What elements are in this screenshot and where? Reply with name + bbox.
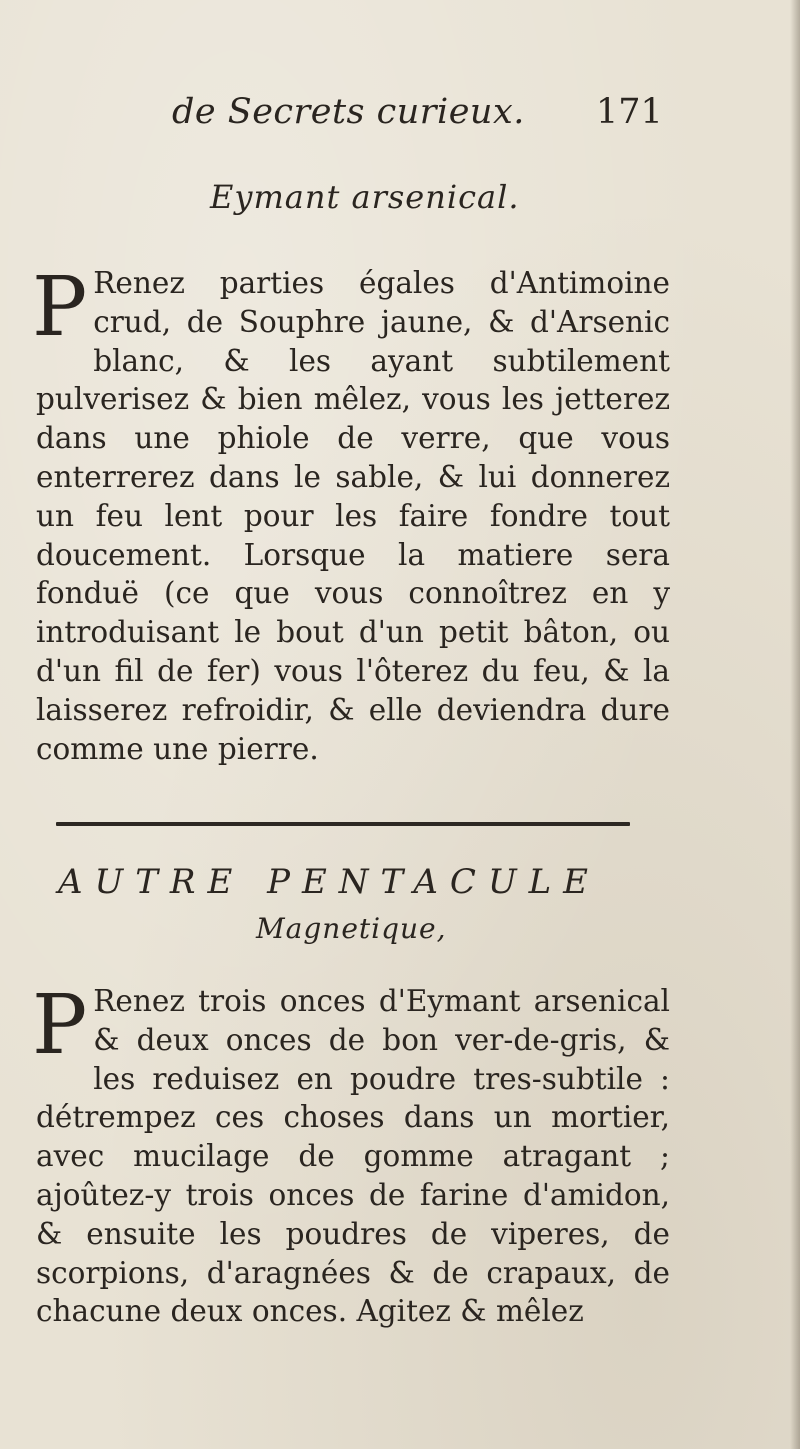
page-edge-shadow	[790, 0, 800, 1449]
page-number: 171	[596, 92, 663, 132]
recipe-paragraph-2	[32, 978, 670, 1331]
drop-cap-2: P	[32, 978, 88, 1073]
drop-cap: P	[32, 260, 88, 355]
section-subtitle: Magnetique,	[256, 912, 447, 945]
section-title: AUTRE PENTACULE	[58, 862, 600, 902]
running-head	[0, 92, 800, 142]
section-divider	[56, 822, 630, 826]
recipe-title: Eymant arsenical.	[210, 178, 520, 216]
running-title: de Secrets curieux.	[172, 92, 525, 132]
recipe-paragraph	[32, 260, 670, 768]
paragraph-text-2: Renez trois onces d'Eymant arsenical & deux onces de bon ver-de-gris, & les reduisez en poudre tres-subtile : détrempez ces choses dans un mortier, avec mucilage de gomme atragant ; ajoûtez-y trois onces de farine d'amidon, & ensuite les poudres de viperes, de scorpions, d'aragnées & de crapaux, de chacune deux onces. Agitez & mêlez	[36, 984, 670, 1329]
paragraph-text: Renez parties égales d'Antimoine crud, de Souphre jaune, & d'Arsenic blanc, & les ayant subtilement pulverisez & bien mêlez, vous les jetterez dans une phiole de verre, que vous enterrerez dans le sable, & lui donnerez un feu lent pour les faire fondre tout doucement. Lorsque la matiere sera fonduë (ce que vous connoîtrez en y introduisant le bout d'un petit bâton, ou d'un fil de fer) vous l'ôterez du feu, & la laisserez refroidir, & elle deviendra dure comme une pierre.	[36, 266, 670, 766]
